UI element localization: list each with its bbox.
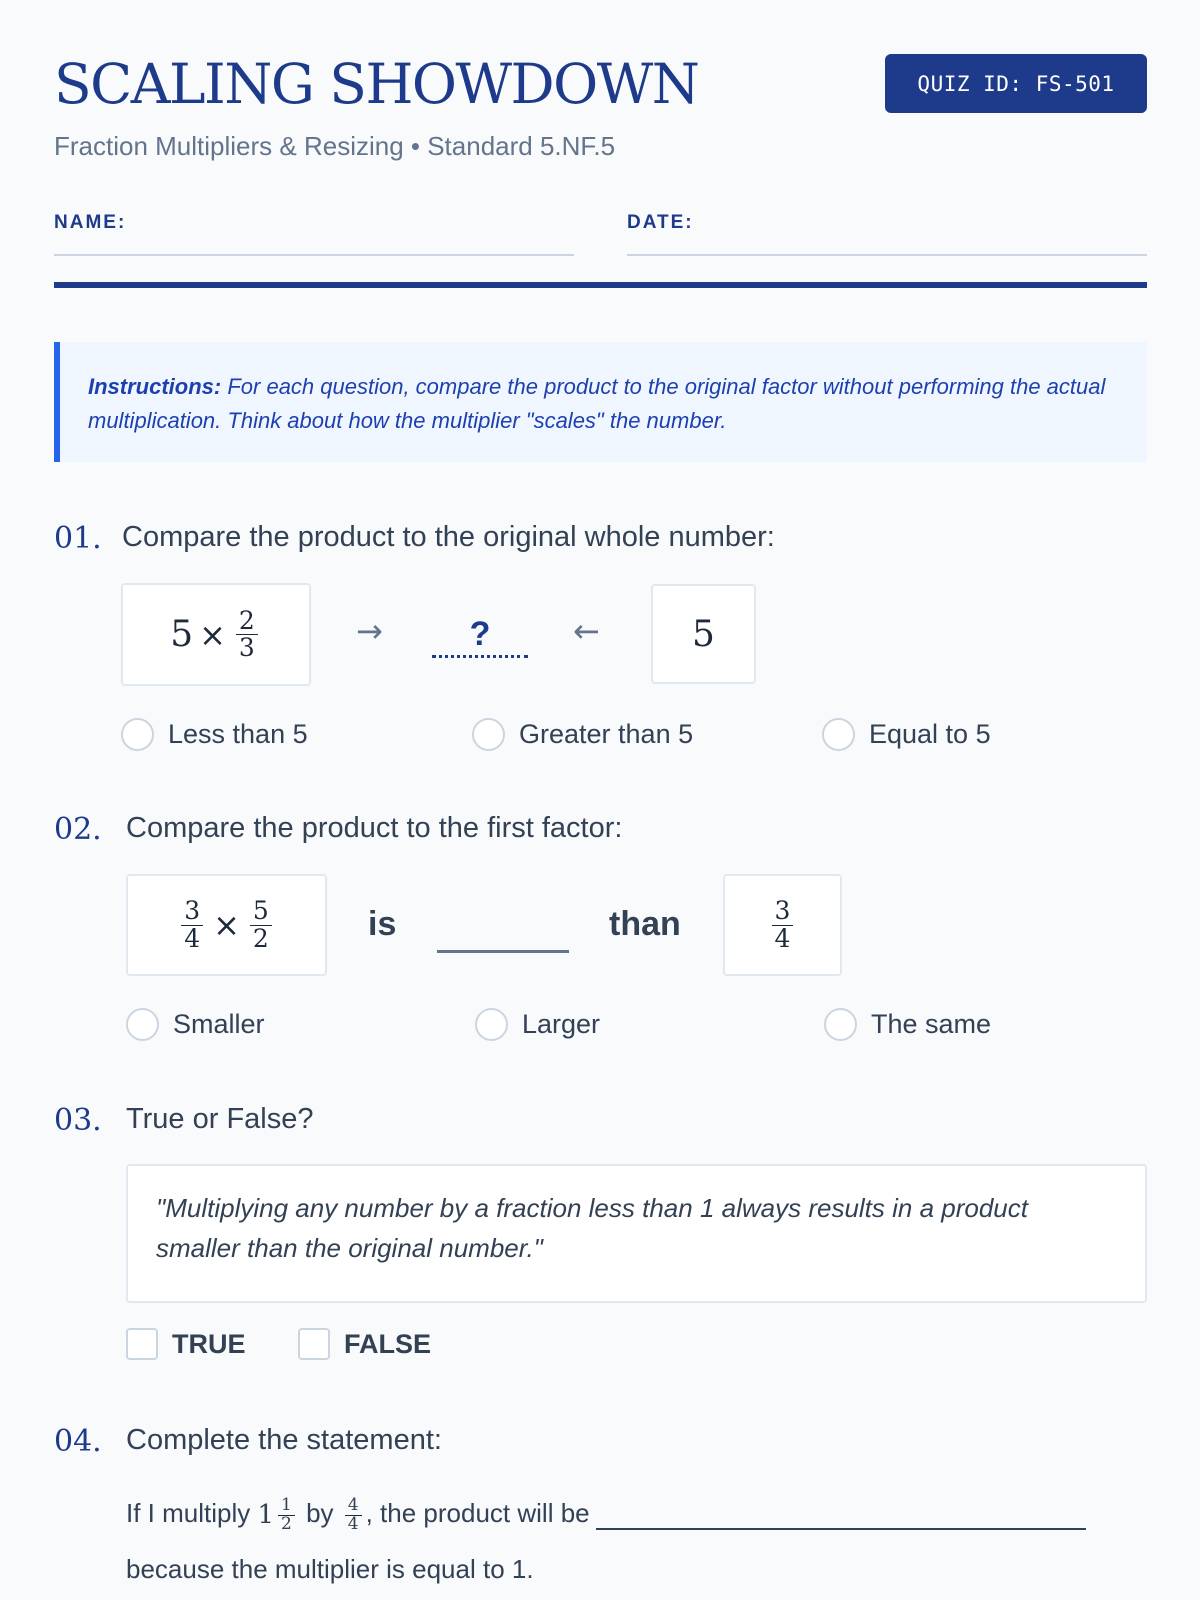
option-label: Equal to 5 [869, 719, 991, 749]
multiplier-fraction-wrap [341, 1494, 366, 1534]
radio-button[interactable] [822, 718, 855, 751]
mixed-fraction [278, 1494, 295, 1534]
instructions-text: For each question, compare the product to the original factor without performing the actual multiplication. Think about how the multiplier "scales" the number. [88, 374, 1106, 433]
option-greater-than[interactable] [472, 718, 693, 751]
expr-fraction [236, 605, 258, 662]
left-arrow-icon: ← [573, 612, 600, 650]
question-2-prompt: Compare the product to the first factor: [126, 812, 623, 844]
statement-part-4: because the multiplier is equal to 1. [126, 1554, 534, 1585]
fraction-numerator: 3 [181, 898, 203, 925]
word-is: is [368, 905, 397, 943]
statement-part-3: , the product will be [365, 1498, 590, 1528]
completion-statement [126, 1486, 1136, 1596]
instructions-box [54, 342, 1147, 462]
mixed-whole: 1 [257, 1500, 275, 1531]
question-1-expression-box [121, 583, 311, 686]
option-the-same[interactable] [824, 1008, 991, 1041]
option-true[interactable] [126, 1328, 246, 1360]
question-4-number: 04. [54, 1424, 102, 1459]
compare-value: 5 [692, 613, 715, 655]
option-label: Larger [522, 1009, 601, 1039]
instructions-label: Instructions: [88, 374, 222, 399]
option-larger[interactable] [475, 1008, 600, 1041]
question-2-expression-box [126, 874, 327, 976]
option-label: The same [871, 1009, 992, 1039]
expr-whole: 5 [170, 614, 194, 655]
word-than: than [609, 905, 681, 943]
fraction-denominator: 2 [281, 1513, 292, 1534]
name-label: NAME: [54, 212, 127, 233]
quiz-page [54, 0, 1147, 1600]
unknown-product: ? [432, 613, 528, 658]
option-label: TRUE [172, 1328, 246, 1359]
option-equal-to[interactable] [822, 718, 991, 751]
radio-button[interactable] [475, 1008, 508, 1041]
option-less-than[interactable] [121, 718, 308, 751]
fraction-denominator: 4 [774, 923, 791, 953]
multiplier-fraction [345, 1494, 362, 1534]
fraction-numerator: 1 [278, 1497, 295, 1516]
statement-part-2: by [298, 1498, 341, 1528]
compare-fraction-wrap [768, 898, 798, 952]
question-1-prompt: Compare the product to the original whole number: [122, 521, 775, 553]
answer-blank[interactable] [437, 917, 569, 953]
fraction-denominator: 4 [184, 923, 201, 953]
checkbox[interactable] [298, 1328, 330, 1360]
header-divider [54, 282, 1147, 288]
option-label: FALSE [344, 1328, 432, 1359]
question-3-prompt: True or False? [126, 1103, 314, 1135]
option-false[interactable] [298, 1328, 431, 1360]
statement-part-1: If I multiply [126, 1498, 258, 1528]
expr-fraction-1 [181, 898, 203, 952]
fraction-denominator: 2 [252, 923, 269, 953]
page-subtitle: Fraction Multipliers & Resizing • Standard 5.NF.5 [54, 131, 616, 161]
times-symbol: × [199, 615, 226, 654]
radio-button[interactable] [824, 1008, 857, 1041]
times-symbol: × [213, 906, 240, 944]
question-1-number: 01. [54, 521, 102, 556]
mixed-number [257, 1488, 298, 1542]
fraction-numerator: 2 [236, 608, 258, 635]
option-label: Greater than 5 [519, 719, 694, 749]
option-label: Less than 5 [168, 719, 308, 749]
name-field[interactable] [54, 212, 574, 256]
fraction-numerator: 3 [772, 898, 794, 925]
radio-button[interactable] [126, 1008, 159, 1041]
question-1-compare-box [651, 584, 756, 684]
question-2-compare-box [723, 874, 842, 976]
fraction-denominator: 4 [347, 1513, 359, 1534]
question-2-expression [177, 898, 276, 952]
option-smaller[interactable] [126, 1008, 265, 1041]
radio-button[interactable] [472, 718, 505, 751]
checkbox[interactable] [126, 1328, 158, 1360]
date-label: DATE: [627, 212, 694, 233]
question-1-expression [170, 605, 262, 662]
fraction-numerator: 5 [250, 898, 272, 925]
quiz-id-badge: QUIZ ID: FS-501 [885, 54, 1147, 113]
compare-fraction [772, 898, 794, 952]
fraction-denominator: 3 [238, 633, 255, 662]
option-label: Smaller [173, 1009, 265, 1039]
answer-blank[interactable] [596, 1500, 1086, 1530]
radio-button[interactable] [121, 718, 154, 751]
right-arrow-icon: → [356, 612, 383, 650]
date-field[interactable] [627, 212, 1147, 256]
fraction-numerator: 4 [345, 1497, 362, 1516]
expr-fraction-2 [250, 898, 272, 952]
question-3-number: 03. [54, 1103, 102, 1138]
question-2-number: 02. [54, 812, 102, 847]
page-title: SCALING SHOWDOWN [54, 52, 699, 116]
question-4-prompt: Complete the statement: [126, 1424, 442, 1456]
true-false-statement: "Multiplying any number by a fraction less than 1 always results in a product smaller than the original number." [126, 1164, 1147, 1303]
